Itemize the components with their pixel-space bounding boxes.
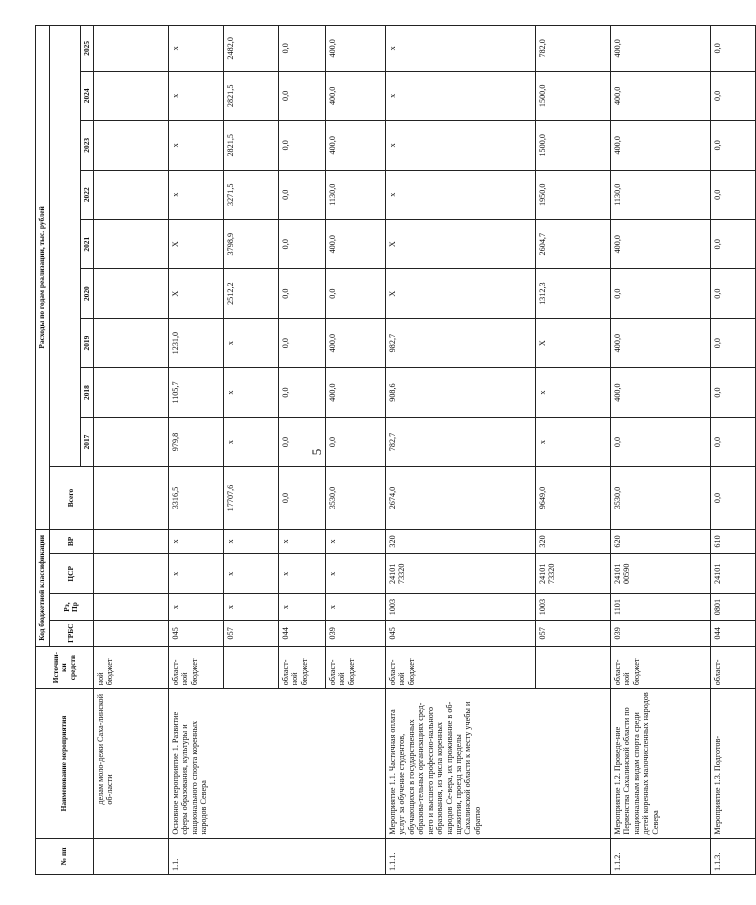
cell-name: Основное мероприятие 1. Развитие сферы образования, культуры и национального спорта коренных народов Севера — [169, 689, 386, 838]
cell-num: 1.1.2. — [611, 838, 711, 874]
cell-source: област- — [711, 646, 756, 688]
cell-year-value: 0,0 — [611, 417, 711, 466]
cell-year-value: 0,0 — [711, 71, 756, 120]
cell-total: 3530,0 — [611, 467, 711, 530]
cell-year-value: 0,0 — [279, 219, 326, 268]
cell-year-value: 2821,5 — [224, 71, 279, 120]
cell-year-value: 979,8 — [169, 417, 224, 466]
cell-year-value: 1105,7 — [169, 368, 224, 417]
table-row — [711, 26, 756, 875]
cell-total: 9649,0 — [536, 467, 611, 530]
header-total: Всего — [49, 467, 94, 530]
budget-table — [35, 25, 756, 875]
cell-year-value: 400,0 — [326, 219, 386, 268]
cell-vr: 620 — [611, 529, 711, 553]
header-vr: ВР — [49, 529, 94, 553]
cell-num: 1.1. — [169, 838, 386, 874]
cell-year-value: 400,0 — [326, 318, 386, 367]
cell-year-value: X — [386, 219, 536, 268]
table-row — [611, 26, 711, 875]
cell-source: област-ной бюджет — [169, 646, 224, 688]
cell-year-value: 2482,0 — [224, 26, 279, 72]
cell-source: област-ной бюджет — [279, 646, 326, 688]
cell-csr: x — [279, 554, 326, 594]
cell-vr: 610 — [711, 529, 756, 553]
cell-year-value: 2512,2 — [224, 269, 279, 318]
cell-year-value: 0,0 — [326, 269, 386, 318]
cell-csr: x — [224, 554, 279, 594]
header-expenses: Расходы по годам реализации, тыс. рублей — [36, 26, 50, 530]
cell-year-value: 0,0 — [279, 269, 326, 318]
cell-year-value: x — [224, 318, 279, 367]
cell-year-value: 0,0 — [279, 170, 326, 219]
cell-vr: x — [279, 529, 326, 553]
cell-rz: 1003 — [536, 594, 611, 620]
cell-year-value: 400,0 — [611, 71, 711, 120]
cell-name — [94, 689, 169, 838]
cell-vr: x — [326, 529, 386, 553]
cell-vr: 320 — [386, 529, 536, 553]
cell-year-value: 0,0 — [279, 71, 326, 120]
cell-year-value: X — [536, 318, 611, 367]
cell-year-value: 400,0 — [326, 368, 386, 417]
cell-year-value: x — [386, 26, 536, 72]
header-year: 2018 — [80, 368, 94, 417]
header-year: 2024 — [80, 71, 94, 120]
cell-year-value: 3798,9 — [224, 219, 279, 268]
cell-year-value: 1312,3 — [536, 269, 611, 318]
cell-year-value: X — [169, 219, 224, 268]
header-year: 2022 — [80, 170, 94, 219]
header-year: 2025 — [80, 26, 94, 72]
cell-year-value: X — [169, 269, 224, 318]
cell-year-value: x — [386, 170, 536, 219]
cell-year-value: 0,0 — [611, 269, 711, 318]
cell-year-value: x — [386, 71, 536, 120]
cell-grbs: 044 — [279, 620, 326, 646]
cell-year-value: 0,0 — [279, 26, 326, 72]
cell-rz: x — [224, 594, 279, 620]
cell-year-value: x — [169, 26, 224, 72]
cell-grbs: 057 — [536, 620, 611, 646]
cell-year-value: 0,0 — [711, 269, 756, 318]
cell-csr: x — [326, 554, 386, 594]
cell-name: Мероприятие 1.1. Частичная оплата услуг за обучение студентов, обучающихся в государственных образова-тельных организациях сред-него и высшего профессио-нального образования, из числа коренных народов Се-вера, их проживание в об-щежитии, проезд за пределы Сахалинской области к месту учебы и обратно — [386, 689, 611, 838]
cell-year-value: 0,0 — [711, 26, 756, 72]
cell-year-value: 0,0 — [711, 318, 756, 367]
cell-csr: 24101 00590 — [611, 554, 711, 594]
cell-source — [224, 646, 279, 688]
cell-csr: x — [169, 554, 224, 594]
cell-year-value: 400,0 — [326, 121, 386, 170]
header-year: 2021 — [80, 219, 94, 268]
cell-year-value: x — [224, 417, 279, 466]
table-row — [386, 26, 536, 875]
header-spacer — [49, 26, 80, 467]
cell-source — [536, 646, 611, 688]
cell-year-value: 3271,5 — [224, 170, 279, 219]
cell-year-value: 400,0 — [611, 121, 711, 170]
cell-year-value: 0,0 — [711, 170, 756, 219]
continuation-row — [94, 26, 169, 875]
cell-year-value: 2821,5 — [224, 121, 279, 170]
table-header — [36, 26, 94, 875]
header-year: 2019 — [80, 318, 94, 367]
cell-csr: 24101 73320 — [536, 554, 611, 594]
cell-year-value: 0,0 — [711, 417, 756, 466]
header-grbs: ГРБС — [49, 620, 94, 646]
cell-grbs: 045 — [169, 620, 224, 646]
cell-year-value: 782,7 — [386, 417, 536, 466]
table-body — [94, 26, 756, 875]
cell-year-value: x — [536, 368, 611, 417]
cell-csr: 24101 — [711, 554, 756, 594]
cell-total: 3530,0 — [326, 467, 386, 530]
cell-year-value: 400,0 — [611, 26, 711, 72]
cell-year-value: 0,0 — [326, 417, 386, 466]
cell-total: 0,0 — [279, 467, 326, 530]
header-year: 2020 — [80, 269, 94, 318]
cell-year-value: 0,0 — [711, 219, 756, 268]
cell-year-value: x — [169, 71, 224, 120]
cell-year-value: x — [169, 121, 224, 170]
cell-year-value: 1130,0 — [611, 170, 711, 219]
cell-year-value: 400,0 — [611, 318, 711, 367]
header-source: Источни-ки средств — [36, 646, 94, 688]
cell-year-value: x — [386, 121, 536, 170]
cell-csr: 24101 73320 — [386, 554, 536, 594]
cell-year-value: 908,6 — [386, 368, 536, 417]
cell-year-value: 1500,0 — [536, 121, 611, 170]
cell-total: 17707,6 — [224, 467, 279, 530]
cell-name: Мероприятие 1.2. Проведе-ние Первенства Сахалинской области по национальным видам спорта среди детей коренных малочисленных народов Севера — [611, 689, 711, 838]
cell-grbs: 039 — [326, 620, 386, 646]
cell-num — [94, 838, 169, 874]
cell-rz: 0801 — [711, 594, 756, 620]
header-name: Наименование мероприятия — [36, 689, 94, 838]
cell-total: 2674,0 — [386, 467, 536, 530]
cell-total: 3316,5 — [169, 467, 224, 530]
cell-year-value: 0,0 — [279, 368, 326, 417]
cell-year-value: 0,0 — [711, 368, 756, 417]
header-year: 2017 — [80, 417, 94, 466]
cell-num: 1.1.1. — [386, 838, 611, 874]
budget-table-container — [35, 25, 723, 875]
cell-year-value: x — [224, 368, 279, 417]
continuation-name: делам моло-дежи Саха-линской об-ласти — [96, 694, 115, 805]
cell-source: ной бюджет — [94, 646, 169, 688]
cell-year-value: 400,0 — [611, 219, 711, 268]
page-number: 5 — [309, 448, 324, 456]
cell-num: 1.1.3. — [711, 838, 756, 874]
cell-year-value: 1950,0 — [536, 170, 611, 219]
cell-source: област-ной бюджет — [386, 646, 536, 688]
header-num: № пп — [36, 838, 94, 874]
cell-grbs: 045 — [386, 620, 536, 646]
cell-year-value: 0,0 — [279, 318, 326, 367]
cell-grbs: 057 — [224, 620, 279, 646]
cell-year-value: 0,0 — [279, 121, 326, 170]
cell-year-value: 1130,0 — [326, 170, 386, 219]
cell-rz: 1101 — [611, 594, 711, 620]
cell-vr: x — [224, 529, 279, 553]
cell-year-value: 400,0 — [326, 71, 386, 120]
cell-vr: 320 — [536, 529, 611, 553]
header-csr: ЦСР — [49, 554, 94, 594]
cell-vr: x — [169, 529, 224, 553]
cell-rz: x — [279, 594, 326, 620]
cell-year-value: 0,0 — [711, 121, 756, 170]
header-year: 2023 — [80, 121, 94, 170]
cell-year-value: x — [169, 170, 224, 219]
cell-year-value: 1500,0 — [536, 71, 611, 120]
cell-year-value: 982,7 — [386, 318, 536, 367]
cell-source: област-ной бюджет — [326, 646, 386, 688]
cell-rz: x — [326, 594, 386, 620]
cell-year-value: X — [386, 269, 536, 318]
cell-rz: 1003 — [386, 594, 536, 620]
cell-year-value: 2604,7 — [536, 219, 611, 268]
cell-year-value: 782,0 — [536, 26, 611, 72]
cell-year-value: x — [536, 417, 611, 466]
table-row — [169, 26, 224, 875]
cell-total: 0,0 — [711, 467, 756, 530]
header-rz: Рз, Пр — [49, 594, 94, 620]
cell-year-value: 1231,0 — [169, 318, 224, 367]
cell-source: област-ной бюджет — [611, 646, 711, 688]
cell-year-value: 400,0 — [611, 368, 711, 417]
cell-grbs: 044 — [711, 620, 756, 646]
cell-year-value: 0,0 — [279, 417, 326, 466]
cell-rz: x — [169, 594, 224, 620]
cell-grbs: 039 — [611, 620, 711, 646]
cell-name: Мероприятие 1.3. Подготов- — [711, 689, 756, 838]
cell-year-value: 400,0 — [326, 26, 386, 72]
header-budget-code: Код бюджетной классификации — [36, 529, 50, 646]
